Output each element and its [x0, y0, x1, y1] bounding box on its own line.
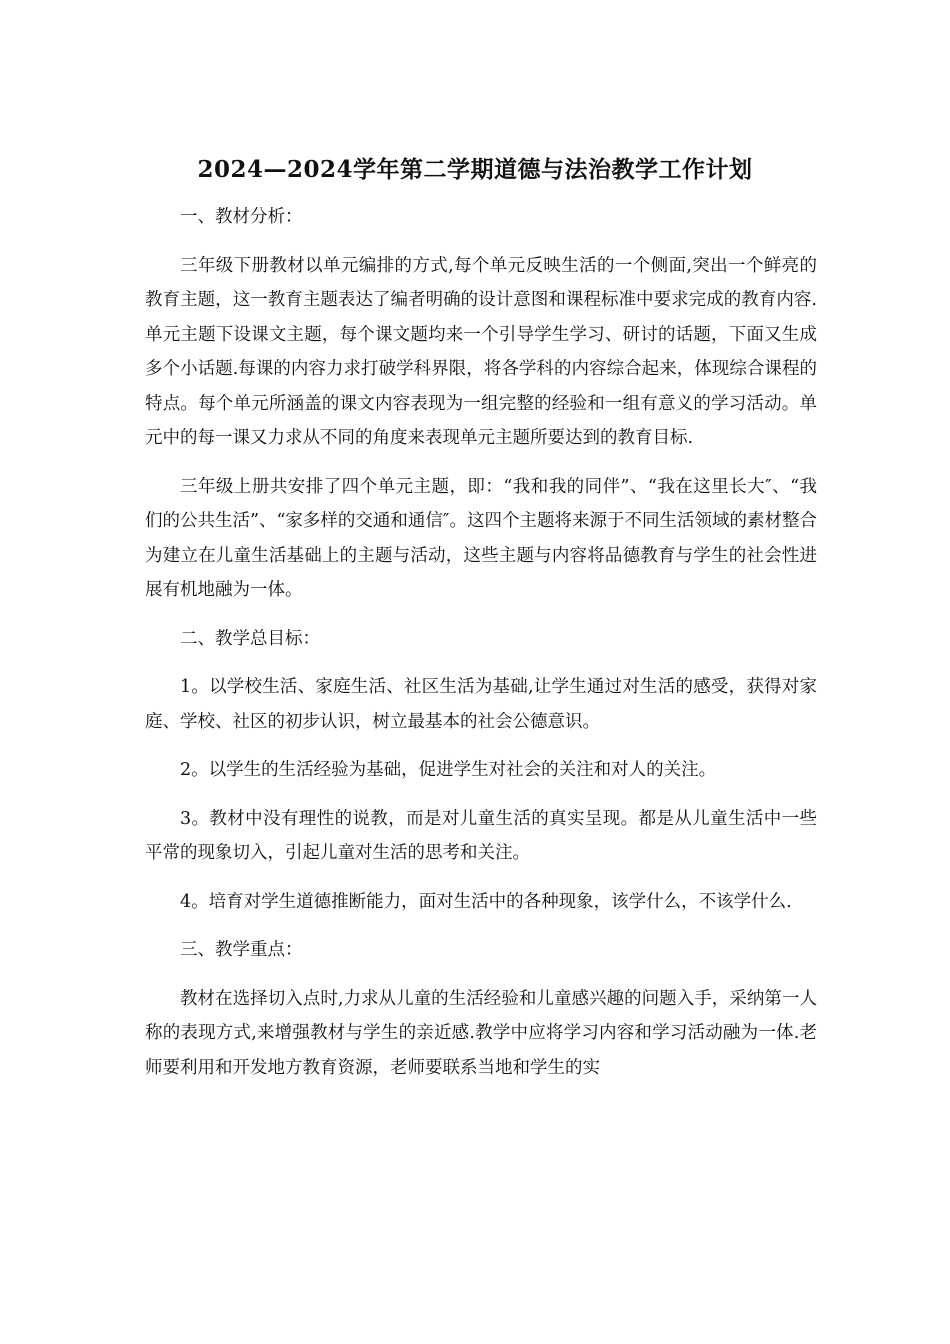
section-heading-teaching-goals: 二、教学总目标：	[180, 628, 320, 649]
document-body	[145, 200, 817, 1099]
paragraph-teaching-focus: 教材在选择切入点时,力求从儿童的生活经验和儿童感兴趣的问题入手，采纳第一人称的表现方式,来增强教材与学生的亲近感.教学中应将学习内容和学习活动融为一体.老师要利用和开发地方教育资源，老师要联系当地和学生的实	[145, 988, 817, 1078]
document-title: 2024—2024学年第二学期道德与法治教学工作计划	[197, 156, 753, 183]
goal-item-1: 1。以学校生活、家庭生活、社区生活为基础,让学生通过对生活的感受，获得对家庭、学校、社区的初步认识，树立最基本的社会公德意识。	[145, 677, 817, 732]
section-heading-textbook-analysis: 一、教材分析：	[180, 207, 303, 227]
paragraph-unit-themes: 三年级上册共安排了四个单元主题，即：“我和我的同伴”、“我在这里长大″、“我们的公共生活”、“家多样的交通和通信″。这四个主题将来源于不同生活领域的素材整合为建立在儿童生活基础上的主题与活动，这些主题与内容将品德教育与学生的社会性进展有机地融为一体。	[145, 476, 817, 600]
goal-item-2: 2。以学生的生活经验为基础，促进学生对社会的关注和对人的关注。	[180, 760, 717, 780]
goal-item-3: 3。教材中没有理性的说教，而是对儿童生活的真实呈现。都是从儿童生活中一些平常的现象切入，引起儿童对生活的思考和关注。	[145, 808, 817, 863]
paragraph-textbook-structure: 三年级下册教材以单元编排的方式,每个单元反映生活的一个侧面,突出一个鲜亮的教育主题，这一教育主题表达了编者明确的设计意图和课程标准中要求完成的教育内容.单元主题下设课文主题，每个课文题均来一个引导学生学习、研讨的话题，下面又生成多个小话题.每课的内容力求打破学科界限，将各学科的内容综合起来，体现综合课程的特点。每个单元所涵盖的课文内容表现为一组完整的经验和一组有意义的学习活动。单元中的每一课又力求从不同的角度来表现单元主题所要达到的教育目标.	[145, 255, 817, 448]
section-heading-teaching-focus: 三、教学重点：	[180, 940, 303, 960]
goal-item-4: 4。培育对学生道德推断能力，面对生活中的各种现象，该学什么，不该学什么.	[180, 891, 792, 912]
